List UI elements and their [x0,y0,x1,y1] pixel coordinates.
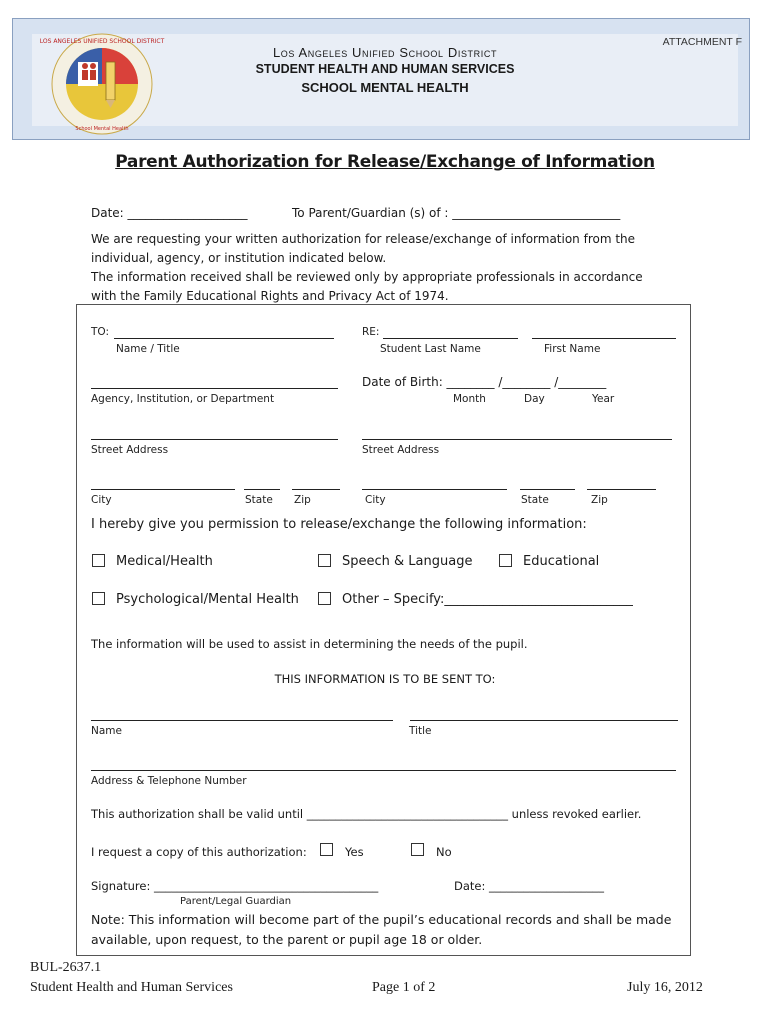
recipient-name-caption: Name [91,725,122,737]
guardian-caption: Parent/Legal Guardian [180,896,292,907]
city-caption-2: City [365,494,386,506]
sent-to-heading: THIS INFORMATION IS TO BE SENT TO: [274,672,496,686]
agency-caption: Agency, Institution, or Department [91,393,275,405]
city-line-1[interactable] [91,489,235,490]
seal-subtext: School Mental Health [75,126,129,132]
signature-date-field[interactable]: Date: ____________________ [454,879,605,893]
zip-caption-2: Zip [591,494,608,506]
zip-line-2[interactable] [587,489,656,490]
note-line-1: Note: This information will become part of the pupil’s educational records and shall be made [91,912,672,927]
intro-line-2: individual, agency, or institution indicated below. [91,251,387,265]
street-line-1[interactable] [91,439,338,440]
student-last-name-caption: Student Last Name [380,343,481,355]
year-caption: Year [592,393,615,405]
recipient-title-caption: Title [409,725,432,737]
other-specify-field[interactable]: Other – Specify:_____________________________ [342,592,633,607]
medical-health-checkbox[interactable] [92,554,105,567]
seal-text: LOS ANGELES UNIFIED SCHOOL DISTRICT [39,38,165,45]
student-last-name-line[interactable] [383,338,518,339]
unit-name: SCHOOL MENTAL HEALTH [301,80,469,95]
copy-yes-label: Yes [345,845,364,859]
intro-line-4: with the Family Educational Rights and Privacy Act of 1974. [91,289,449,303]
address-telephone-caption: Address & Telephone Number [91,775,247,787]
signature-field[interactable]: Signature: _______________________________________ [91,879,379,893]
state-line-1[interactable] [244,489,280,490]
zip-line-1[interactable] [292,489,340,490]
purpose-text: The information will be used to assist in determining the needs of the pupil. [91,637,528,651]
educational-label: Educational [523,554,600,569]
state-line-2[interactable] [520,489,575,490]
bulletin-code: BUL-2637.1 [30,960,102,975]
division-name: STUDENT HEALTH AND HUMAN SERVICES [255,62,515,76]
speech-language-checkbox[interactable] [318,554,331,567]
speech-language-label: Speech & Language [342,554,473,569]
copy-yes-checkbox[interactable] [320,843,333,856]
medical-health-label: Medical/Health [116,554,213,569]
educational-checkbox[interactable] [499,554,512,567]
district-name: Los Angeles Unified School District [272,45,498,60]
copy-no-label: No [436,845,452,859]
intro-line-3: The information received shall be reviewed only by appropriate professionals in accordance [91,270,643,284]
form-title: Parent Authorization for Release/Exchange of Information [115,152,655,172]
copy-request-label: I request a copy of this authorization: [91,845,307,859]
state-caption-1: State [245,494,273,506]
agency-line[interactable] [91,388,338,389]
street-caption-1: Street Address [91,444,169,456]
student-first-name-line[interactable] [532,338,676,339]
valid-until-field[interactable]: This authorization shall be valid until ___________________________________ unless revoked earlier. [91,807,642,821]
street-line-2[interactable] [362,439,672,440]
month-caption: Month [453,393,486,405]
psychological-mental-health-label: Psychological/Mental Health [116,592,299,607]
recipient-name-line[interactable] [91,720,393,721]
state-caption-2: State [521,494,549,506]
zip-caption-1: Zip [294,494,311,506]
first-name-caption: First Name [544,343,601,355]
parent-guardian-field[interactable]: To Parent/Guardian (s) of : ____________________________ [292,206,621,220]
recipient-title-line[interactable] [410,720,678,721]
permission-statement: I hereby give you permission to release/exchange the following information: [91,517,587,532]
day-caption: Day [524,393,545,405]
other-specify-checkbox[interactable] [318,592,331,605]
city-caption-1: City [91,494,112,506]
footer-office: Student Health and Human Services [30,980,233,995]
attachment-label: ATTACHMENT F [662,36,742,48]
address-telephone-line[interactable] [91,770,676,771]
page-number: Page 1 of 2 [372,980,436,995]
date-field[interactable]: Date: ____________________ [91,206,248,220]
footer-date: July 16, 2012 [627,980,703,995]
date-of-birth-field[interactable]: Date of Birth: ________ /________ /________ [362,375,607,389]
psychological-mental-health-checkbox[interactable] [92,592,105,605]
re-label: RE: [362,326,380,338]
intro-line-1: We are requesting your written authorization for release/exchange of information from the [91,232,636,246]
street-caption-2: Street Address [362,444,440,456]
note-line-2: available, upon request, to the parent or pupil age 18 or older. [91,932,483,947]
to-label: TO: [91,326,110,338]
to-name-line[interactable] [114,338,334,339]
copy-no-checkbox[interactable] [411,843,424,856]
city-line-2[interactable] [362,489,507,490]
name-title-caption: Name / Title [116,343,180,355]
